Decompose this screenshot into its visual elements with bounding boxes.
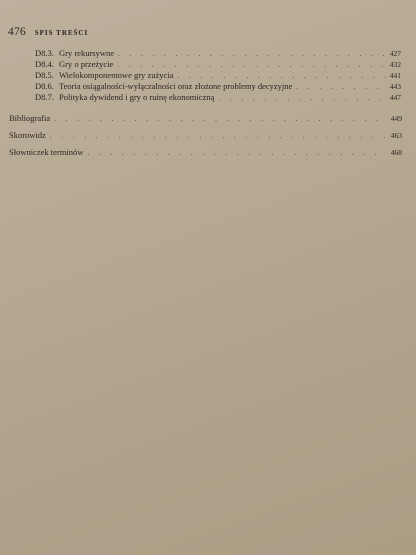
leader-dots xyxy=(177,71,385,81)
entry-number: D8.3. xyxy=(35,48,54,58)
leader-dots xyxy=(87,148,386,158)
toc-entry xyxy=(35,92,401,103)
entry-page: 463 xyxy=(390,131,402,140)
entry-page: 443 xyxy=(389,82,401,91)
leader-dots xyxy=(50,131,387,141)
entry-page: 468 xyxy=(390,148,402,157)
entry-number: D8.7. xyxy=(35,92,54,102)
entry-page: 447 xyxy=(389,93,401,102)
toc-back-matter-entry xyxy=(9,130,402,141)
toc-entry xyxy=(35,48,401,59)
entry-title: Wielokomponentowe gry zużycia xyxy=(59,70,174,80)
leader-dots xyxy=(117,60,385,70)
page-number: 476 xyxy=(8,26,26,38)
running-title: SPIS TREŚCI xyxy=(34,29,89,37)
entry-page: 449 xyxy=(390,114,402,123)
entry-title: Gry rekursywne xyxy=(59,48,114,58)
entry-title: Polityka dywidend i gry o ruinę ekonomiczną xyxy=(59,92,215,102)
leader-dots xyxy=(218,93,385,103)
entry-page: 427 xyxy=(389,49,401,58)
toc-entry xyxy=(35,81,401,92)
entry-title: Słowniczek terminów xyxy=(9,147,84,157)
entry-title: Bibliografia xyxy=(9,113,51,123)
entry-title: Gry o przeżycie xyxy=(59,59,114,69)
entry-number: D8.5. xyxy=(35,70,54,80)
toc-entry xyxy=(35,59,401,70)
leader-dots xyxy=(296,82,385,92)
toc-back-matter-entry xyxy=(9,147,402,158)
entry-number: D8.4. xyxy=(35,59,54,69)
entry-page: 432 xyxy=(389,60,401,69)
leader-dots xyxy=(54,114,387,124)
leader-dots xyxy=(118,49,386,59)
entry-title: Skorowidz xyxy=(9,130,46,140)
entry-page: 441 xyxy=(389,71,401,80)
entry-number: D8.6. xyxy=(35,81,54,91)
toc-back-matter-entry xyxy=(9,113,402,124)
toc-entry xyxy=(35,70,401,81)
entry-title: Teoria osiągalności-wyłączalności oraz złożone problemy decyzyjne xyxy=(59,81,293,91)
